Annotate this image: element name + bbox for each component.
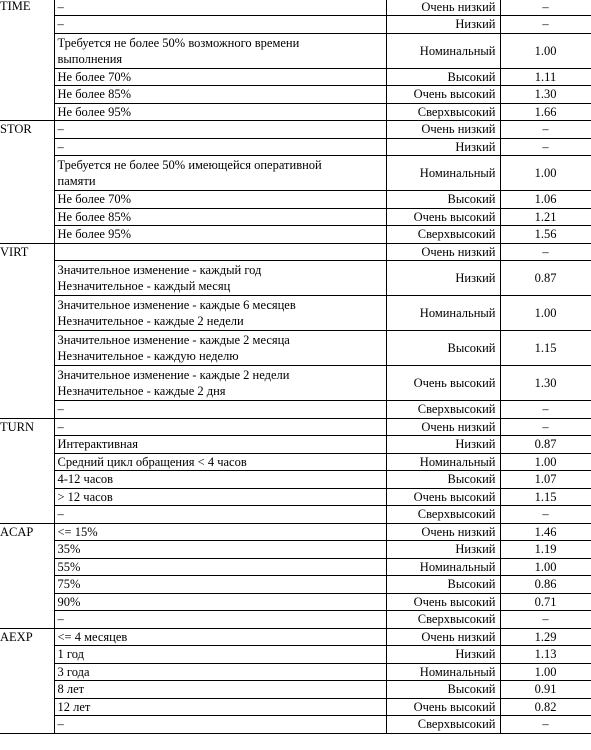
table-row: [0, 121, 591, 139]
table-row: [0, 261, 591, 296]
multiplier-value: –: [500, 121, 591, 139]
driver-description: [54, 156, 386, 191]
description-line: –: [57, 122, 64, 137]
table-row: [0, 558, 591, 576]
table-row: [0, 593, 591, 611]
description-line: Значительное изменение - каждые 2 недели: [57, 368, 290, 382]
multiplier-value: –: [500, 16, 591, 34]
driver-description: [54, 698, 386, 716]
table-row: [0, 138, 591, 156]
driver-description: [54, 593, 386, 611]
table-row: [0, 628, 591, 646]
description-line: –: [57, 419, 64, 434]
description-line: –: [57, 402, 64, 417]
description-line: > 12 часов: [57, 489, 113, 504]
table-row: [0, 68, 591, 86]
driver-description: [54, 506, 386, 524]
driver-description: [54, 103, 386, 121]
multiplier-value: –: [500, 0, 591, 16]
multiplier-value: –: [500, 506, 591, 524]
table-row: [0, 226, 591, 244]
table-row: [0, 541, 591, 559]
rating-level: Низкий: [386, 138, 500, 156]
multiplier-value: 1.11: [500, 68, 591, 86]
multiplier-value: 1.00: [500, 156, 591, 191]
table-row: [0, 716, 591, 734]
driver-description: [54, 121, 386, 139]
multiplier-value: 0.82: [500, 698, 591, 716]
driver-name: STOR: [0, 121, 54, 244]
description-line: Значительное изменение - каждые 2 месяца: [57, 333, 290, 347]
rating-level: Высокий: [386, 471, 500, 489]
driver-description: [54, 611, 386, 629]
table-row: [0, 191, 591, 209]
table-row: [0, 523, 591, 541]
description-line: –: [57, 507, 64, 522]
rating-level: Номинальный: [386, 156, 500, 191]
description-line: Не более 70%: [57, 69, 132, 84]
table-row: [0, 576, 591, 594]
multiplier-value: 1.06: [500, 191, 591, 209]
description-line: Не более 95%: [57, 104, 132, 119]
table-row: [0, 86, 591, 104]
description-line: Не более 70%: [57, 192, 132, 207]
driver-description: [54, 138, 386, 156]
multiplier-value: –: [500, 243, 591, 261]
multiplier-value: 0.71: [500, 593, 591, 611]
driver-description: [54, 436, 386, 454]
rating-level: Высокий: [386, 681, 500, 699]
rating-level: Очень высокий: [386, 698, 500, 716]
rating-level: Низкий: [386, 646, 500, 664]
driver-description: [54, 243, 386, 261]
table-row: [0, 33, 591, 68]
driver-description: [54, 208, 386, 226]
multiplier-value: –: [500, 401, 591, 419]
driver-description: [54, 663, 386, 681]
table-row: [0, 103, 591, 121]
multiplier-value: 0.91: [500, 681, 591, 699]
driver-description: [54, 628, 386, 646]
driver-description: [54, 716, 386, 734]
description-line: <= 15%: [57, 524, 98, 539]
description-line: 75%: [57, 577, 81, 592]
multiplier-value: 1.19: [500, 541, 591, 559]
rating-level: Высокий: [386, 68, 500, 86]
table-row: [0, 488, 591, 506]
table-row: [0, 646, 591, 664]
description-line: памяти: [57, 174, 96, 188]
table-row: [0, 611, 591, 629]
description-line: Средний цикл обращения < 4 часов: [57, 454, 247, 469]
multiplier-value: 0.87: [500, 261, 591, 296]
driver-description: [54, 296, 386, 331]
description-line: Незначительное - каждый месяц: [57, 279, 231, 293]
rating-level: Номинальный: [386, 663, 500, 681]
description-line: Незначительное - каждые 2 недели: [57, 314, 244, 328]
rating-level: Очень низкий: [386, 243, 500, 261]
rating-level: Очень низкий: [386, 418, 500, 436]
rating-level: Очень низкий: [386, 523, 500, 541]
table-row: [0, 243, 591, 261]
driver-description: [54, 191, 386, 209]
driver-name: VIRT: [0, 243, 54, 418]
driver-description: [54, 33, 386, 68]
description-line: Значительное изменение - каждый год: [57, 263, 262, 277]
multiplier-value: 1.29: [500, 628, 591, 646]
description-line: 1 год: [57, 647, 84, 662]
driver-description: [54, 558, 386, 576]
driver-description: [54, 226, 386, 244]
rating-level: Высокий: [386, 191, 500, 209]
multiplier-value: 1.66: [500, 103, 591, 121]
multiplier-value: 1.15: [500, 331, 591, 366]
description-line: Значительное изменение - каждые 6 месяцев: [57, 298, 296, 312]
description-line: Незначительное - каждые 2 дня: [57, 384, 226, 398]
rating-level: Сверхвысокий: [386, 226, 500, 244]
driver-description: [54, 366, 386, 401]
multiplier-value: 1.56: [500, 226, 591, 244]
driver-description: [54, 541, 386, 559]
table-row: [0, 471, 591, 489]
multiplier-value: 1.00: [500, 558, 591, 576]
rating-level: Очень низкий: [386, 628, 500, 646]
description-line: 35%: [57, 542, 81, 557]
table-row: [0, 436, 591, 454]
table-row: [0, 681, 591, 699]
multiplier-value: –: [500, 611, 591, 629]
multiplier-value: 1.46: [500, 523, 591, 541]
rating-level: Сверхвысокий: [386, 401, 500, 419]
driver-description: [54, 86, 386, 104]
description-line: <= 4 месяцев: [57, 629, 128, 644]
table-row: [0, 156, 591, 191]
multiplier-value: 1.30: [500, 366, 591, 401]
rating-level: Сверхвысокий: [386, 716, 500, 734]
description-line: Не более 95%: [57, 227, 132, 242]
multiplier-value: –: [500, 418, 591, 436]
description-line: –: [57, 17, 64, 32]
rating-level: Низкий: [386, 436, 500, 454]
table-row: [0, 418, 591, 436]
description-line: 3 года: [57, 664, 90, 679]
description-line: –: [57, 139, 64, 154]
multiplier-value: 1.13: [500, 646, 591, 664]
table-row: [0, 401, 591, 419]
driver-description: [54, 331, 386, 366]
multiplier-value: 1.00: [500, 453, 591, 471]
rating-level: Очень высокий: [386, 208, 500, 226]
driver-description: [54, 16, 386, 34]
rating-level: Очень высокий: [386, 593, 500, 611]
table-row: [0, 506, 591, 524]
multiplier-value: 0.87: [500, 436, 591, 454]
driver-description: [54, 261, 386, 296]
driver-description: [54, 471, 386, 489]
driver-name: TURN: [0, 418, 54, 523]
driver-description: [54, 453, 386, 471]
driver-description: [54, 488, 386, 506]
table-row: [0, 16, 591, 34]
description-line: –: [57, 717, 64, 732]
driver-description: [54, 646, 386, 664]
rating-level: Низкий: [386, 16, 500, 34]
table-row: [0, 208, 591, 226]
rating-level: Низкий: [386, 541, 500, 559]
table-row: [0, 663, 591, 681]
description-line: 12 лет: [57, 699, 91, 714]
description-line: 4-12 часов: [57, 472, 114, 487]
driver-description: [54, 0, 386, 16]
rating-level: Очень высокий: [386, 488, 500, 506]
rating-level: Номинальный: [386, 558, 500, 576]
multiplier-value: –: [500, 138, 591, 156]
description-line: Незначительное - каждую неделю: [57, 349, 239, 363]
driver-name: AEXP: [0, 628, 54, 733]
driver-description: [54, 418, 386, 436]
table-row: [0, 453, 591, 471]
rating-level: Высокий: [386, 576, 500, 594]
description-line: Не более 85%: [57, 209, 132, 224]
multiplier-value: 1.00: [500, 663, 591, 681]
rating-level: Номинальный: [386, 296, 500, 331]
rating-level: Очень высокий: [386, 366, 500, 401]
rating-level: Очень низкий: [386, 121, 500, 139]
multiplier-value: 1.00: [500, 296, 591, 331]
multiplier-value: 1.21: [500, 208, 591, 226]
rating-level: Высокий: [386, 331, 500, 366]
driver-name: ACAP: [0, 523, 54, 628]
description-line: –: [57, 0, 64, 14]
description-line: 90%: [57, 594, 81, 609]
description-line: 55%: [57, 559, 81, 574]
rating-level: Низкий: [386, 261, 500, 296]
driver-description: [54, 576, 386, 594]
rating-level: Очень высокий: [386, 86, 500, 104]
description-line: 8 лет: [57, 682, 85, 697]
table-row: [0, 698, 591, 716]
rating-level: Сверхвысокий: [386, 103, 500, 121]
description-line: Требуется не более 50% возможного времени: [57, 35, 300, 50]
table-row: [0, 296, 591, 331]
multiplier-value: 1.07: [500, 471, 591, 489]
multiplier-value: –: [500, 716, 591, 734]
description-line: выполнения: [57, 51, 123, 66]
description-line: Не более 85%: [57, 87, 132, 102]
table-row: [0, 0, 591, 16]
multiplier-value: 1.30: [500, 86, 591, 104]
driver-description: [54, 523, 386, 541]
driver-description: [54, 401, 386, 419]
multiplier-value: 1.15: [500, 488, 591, 506]
driver-description: [54, 681, 386, 699]
rating-level: Номинальный: [386, 33, 500, 68]
rating-level: Сверхвысокий: [386, 506, 500, 524]
multiplier-value: 0.86: [500, 576, 591, 594]
table-row: [0, 331, 591, 366]
driver-name: TIME: [0, 0, 31, 13]
description-line: –: [57, 612, 64, 627]
description-line: Интерактивная: [57, 437, 138, 452]
driver-description: [54, 68, 386, 86]
rating-level: Номинальный: [386, 453, 500, 471]
description-line: Требуется не более 50% имеющейся оперативной: [57, 158, 322, 172]
table-row: [0, 366, 591, 401]
rating-level: Очень низкий: [386, 0, 500, 16]
multiplier-value: 1.00: [500, 33, 591, 68]
rating-level: Сверхвысокий: [386, 611, 500, 629]
